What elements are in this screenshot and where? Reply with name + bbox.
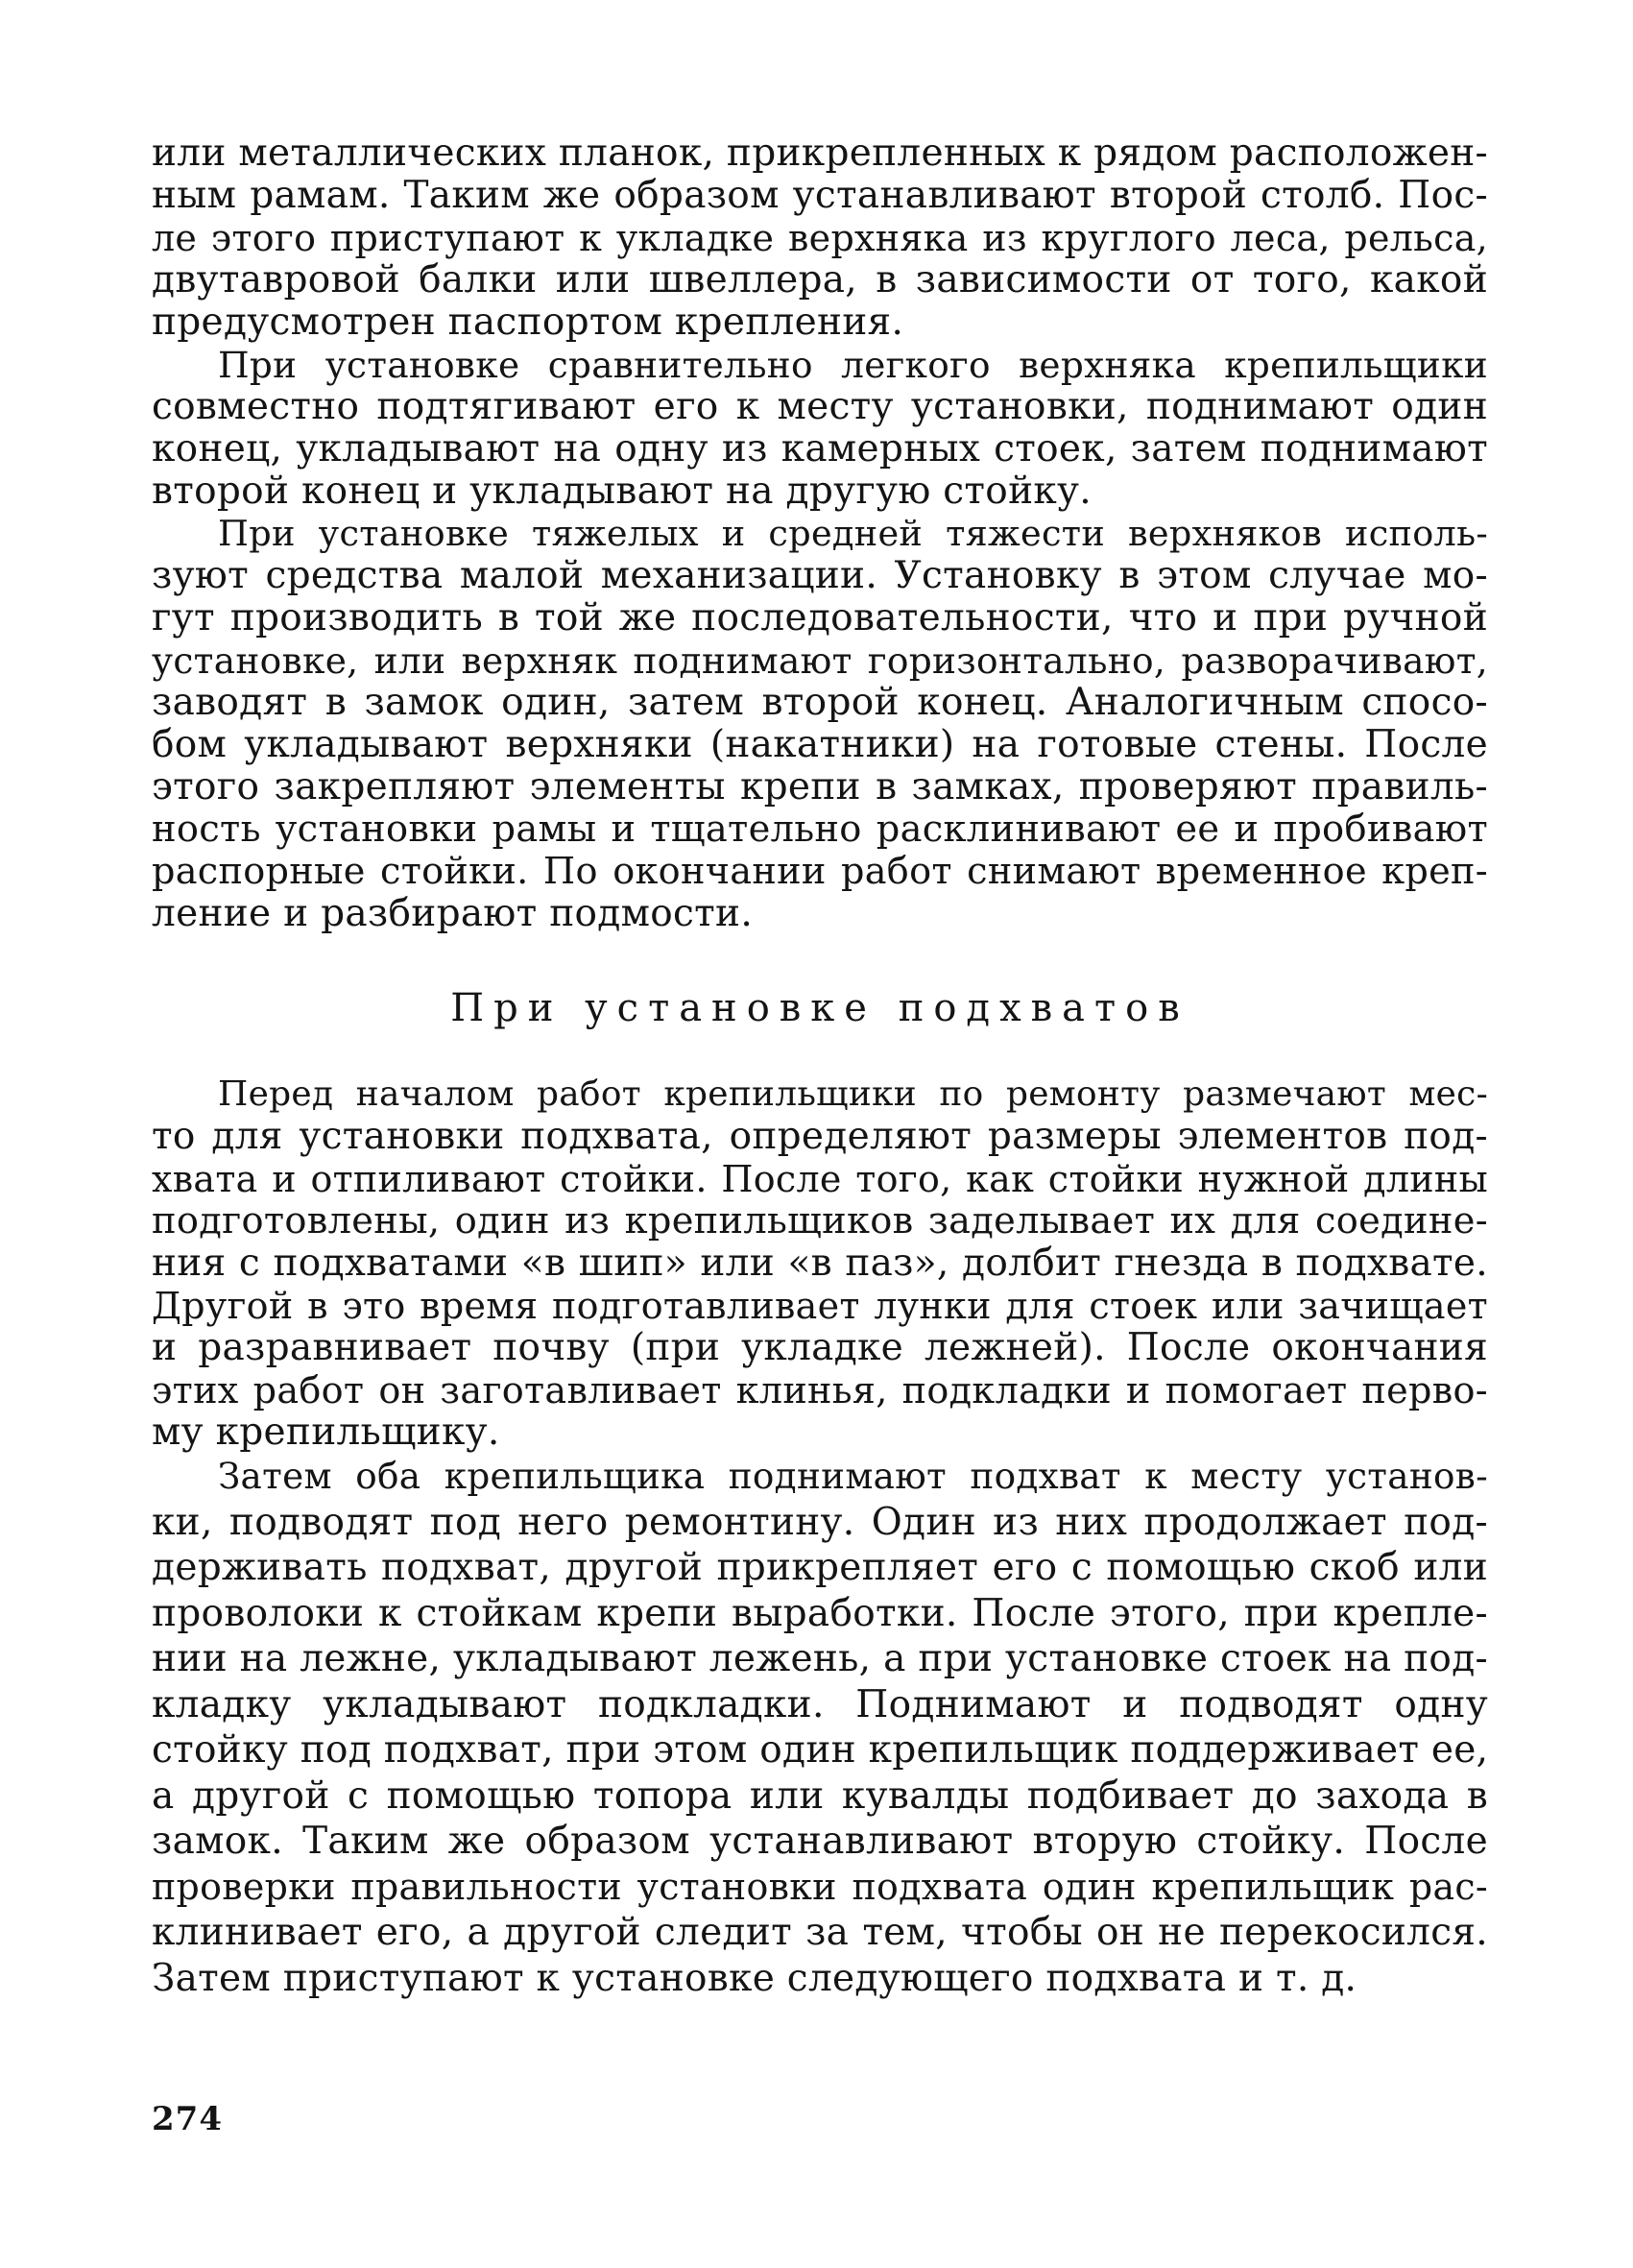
text-line: замок. Таким же образом устанавливают вторую стойку. После — [152, 1820, 1488, 1863]
text-line: стойку под подхват, при этом один крепильщик поддерживает ее, — [152, 1728, 1489, 1772]
text-line: предусмотрен паспортом крепления. — [152, 301, 904, 344]
text-line: ность установки рамы и тщательно расклинивают ее и пробивают — [152, 808, 1488, 851]
text-line: ния с подхватами «в шип» или «в паз», долбит гнезда в подхвате. — [152, 1242, 1488, 1285]
text-line: зуют средства малой механизации. Установку в этом случае мо- — [152, 554, 1488, 597]
text-line: второй конец и укладывают на другую стойку. — [152, 470, 1092, 513]
text-line: нии на лежне, укладывают лежень, а при установке стоек на под- — [152, 1637, 1488, 1680]
text-line: подготовлены, один из крепильщиков заделывает их для соедине- — [152, 1199, 1488, 1243]
text-line: держивать подхват, другой прикрепляет его с помощью скоб или — [152, 1546, 1488, 1589]
text-line: распорные стойки. По окончании работ снимают временное креп- — [152, 851, 1488, 893]
text-line: бом укладывают верхняки (накатники) на готовые стены. После — [152, 723, 1488, 766]
text-line: Перед началом работ крепильщики по ремонту размечают мес- — [218, 1074, 1488, 1114]
text-line: проверки правильности установки подхвата один крепильщик рас- — [152, 1865, 1488, 1908]
text-line: Затем оба крепильщика поднимают подхват к месту установ- — [218, 1455, 1488, 1497]
text-line: Другой в это время подготавливает лунки для стоек или зачищает — [152, 1285, 1488, 1327]
text-line: ки, подводят под него ремонтину. Один из них продолжает под- — [152, 1500, 1488, 1544]
page-number: 274 — [152, 2100, 223, 2138]
text-line: Затем приступают к установке следующего подхвата и т. д. — [152, 1956, 1357, 2000]
section-heading: При установке подхватов — [450, 986, 1189, 1030]
text-line: При установке тяжелых и средней тяжести верхняков исполь- — [218, 513, 1488, 554]
text-line: клинивает его, а другой следит за тем, чтобы он не перекосился. — [152, 1911, 1488, 1954]
text-line: ле этого приступают к укладке верхняка из круглого леса, рельса, — [152, 217, 1488, 259]
paragraph-5 — [152, 1454, 1488, 2001]
text-line: ным рамам. Таким же образом устанавливают второй столб. Пос- — [152, 174, 1488, 217]
text-line: установке, или верхняк поднимают горизонтально, разворачивают, — [152, 639, 1488, 682]
text-line: заводят в замок один, затем второй конец. Аналогичным спосо- — [152, 681, 1488, 724]
text-line: совместно подтягивают его к месту установки, поднимают один — [152, 385, 1488, 428]
text-line: этих работ он заготавливает клинья, подкладки и помогает перво- — [152, 1369, 1488, 1411]
text-line: При установке сравнительно легкого верхняка крепильщики — [218, 344, 1488, 386]
paragraph-3 — [152, 513, 1488, 935]
text-line: кладку укладывают подкладки. Поднимают и подводят одну — [152, 1682, 1488, 1726]
paragraph-4 — [152, 1074, 1488, 1454]
text-line: гут производить в той же последовательности, что и при ручной — [152, 596, 1488, 639]
text-line: проволоки к стойкам крепи выработки. После этого, при крепле- — [152, 1591, 1488, 1635]
text-line: этого закрепляют элементы крепи в замках, проверяют правиль- — [152, 765, 1488, 808]
text-line: му крепильщику. — [152, 1411, 500, 1454]
text-line: и разравнивает почву (при укладке лежней). После окончания — [152, 1326, 1488, 1369]
text-line: хвата и отпиливают стойки. После того, как стойки нужной длины — [152, 1158, 1488, 1200]
paragraph-1 — [152, 133, 1488, 344]
page-body — [152, 133, 1488, 2001]
text-line: а другой с помощью топора или кувалды подбивает до захода в — [152, 1773, 1488, 1818]
text-line: ление и разбирают подмости. — [152, 892, 754, 935]
text-line: то для установки подхвата, определяют размеры элементов под- — [152, 1115, 1488, 1158]
text-line: конец, укладывают на одну из камерных стоек, затем поднимают — [152, 427, 1488, 470]
paragraph-2 — [152, 344, 1488, 513]
text-line: или металлических планок, прикрепленных к рядом расположен- — [152, 132, 1488, 175]
text-line: двутавровой балки или швеллера, в зависимости от того, какой — [152, 258, 1488, 302]
